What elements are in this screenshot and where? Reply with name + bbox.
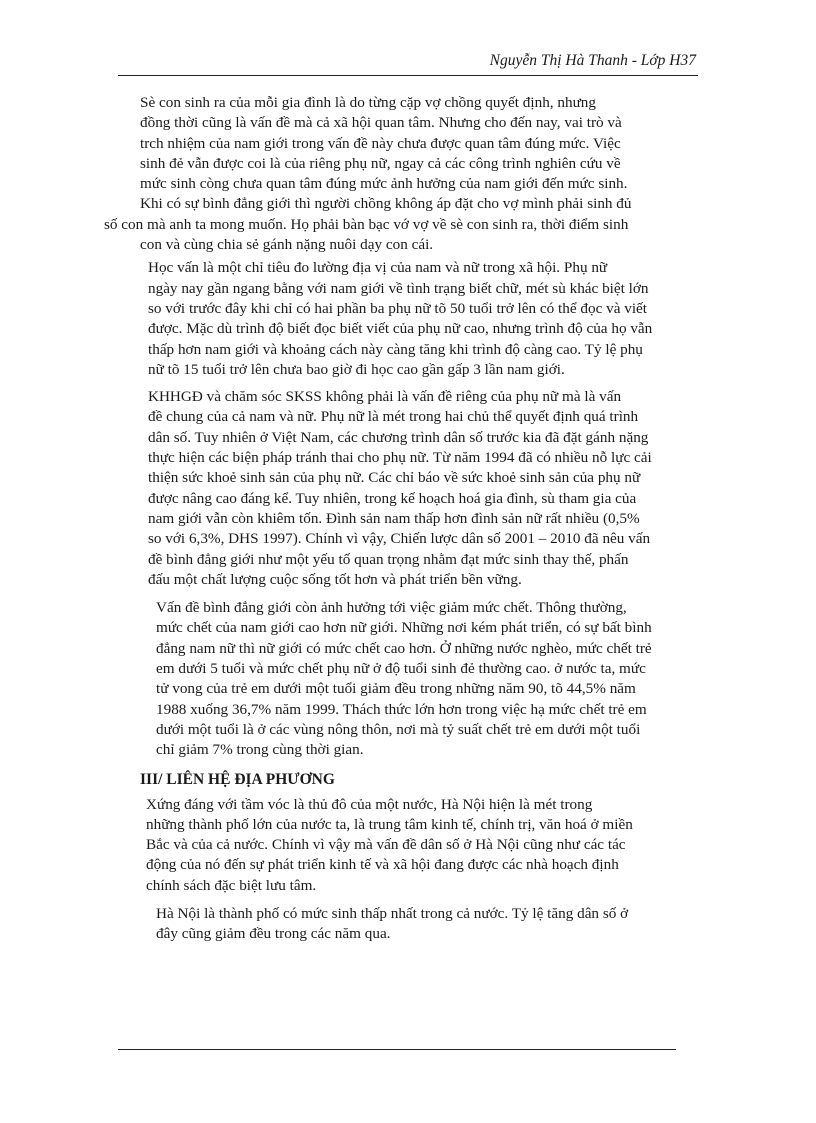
- text-line: dân số. Tuy nhiên ở Việt Nam, các chương trình dân số trước kia đã đặt gánh nặng: [148, 428, 649, 446]
- text-line: thực hiện các biện pháp tránh thai cho phụ nữ. Từ năm 1994 đã có nhiều nỗ lực cải: [148, 449, 652, 467]
- text-line: KHHGĐ và chăm sóc SKSS không phải là vấn đề riêng của phụ nữ mà là vấn: [148, 388, 622, 406]
- text-line: sinh đẻ vẫn được coi là của riêng phụ nữ, ngay cả các công trình nghiên cứu về: [140, 154, 621, 172]
- header-author-class: Nguyễn Thị Hà Thanh - Lớp H37: [489, 52, 696, 69]
- text-line: dưới một tuổi là ở các vùng nông thôn, nơi mà tỷ suất chết trẻ em dưới một tuổi: [156, 720, 641, 738]
- paragraph-family-planning: [118, 387, 698, 590]
- text-line: nữ tõ 15 tuổi trở lên chưa bao giờ đi học cao gần gấp 3 lần nam giới.: [148, 360, 565, 378]
- paragraph-gender-fertility: [104, 93, 698, 255]
- text-line: đề chung của cả nam và nữ. Phụ nữ là mét trong hai chủ thể quyết định quá trình: [148, 408, 639, 426]
- text-line: những thành phố lớn của nước ta, là trung tâm kinh tế, chính trị, văn hoá ở miền: [146, 815, 633, 833]
- text-line: nam giới vẫn còn khiêm tốn. Đình sản nam thấp hơn đình sản nữ rất nhiều (0,5%: [148, 509, 640, 527]
- text-line: tử vong của trẻ em dưới một tuổi giảm đều trong những năm 90, tõ 44,5% năm: [156, 680, 636, 698]
- text-line: đề bình đẳng giới như một yếu tố quan trọng nhằm đạt mức sinh thay thế, phấn: [148, 550, 629, 568]
- text-line: em dưới 5 tuổi và mức chết phụ nữ ở độ tuổi sinh đẻ thường cao. ở nước ta, mức: [156, 660, 646, 678]
- text-line: trch nhiệm của nam giới trong vấn đề này chưa được quan tâm đúng mức. Việc: [140, 134, 621, 152]
- paragraph-hanoi-birthrate: [118, 904, 698, 945]
- text-line: được. Mặc dù trình độ biết đọc biết viết của phụ nữ cao, nhưng trình độ của họ vẫn: [148, 320, 653, 338]
- paragraph-education: [118, 258, 698, 380]
- paragraph-hanoi-intro: [118, 795, 698, 896]
- text-line: động của nó đến sự phát triển kinh tế và xã hội đang được các nhà hoạch định: [146, 856, 619, 874]
- text-line: thiện sức khoẻ sinh sản của phụ nữ. Các chỉ báo về sức khoẻ sinh sản của phụ nữ: [148, 469, 641, 487]
- text-line: đấu một chất lượng cuộc sống tốt hơn và phát triển bền vững.: [148, 570, 522, 588]
- text-line: thấp hơn nam giới và khoảng cách này càng tăng khi trình độ càng cao. Tỷ lệ phụ: [148, 340, 643, 358]
- text-line: so với 6,3%, DHS 1997). Chính vì vậy, Chiến lược dân số 2001 – 2010 đã nêu vấn: [148, 530, 651, 548]
- text-line: đồng thời cũng là vấn đề mà cả xã hội quan tâm. Nhưng cho đến nay, vai trò và: [140, 114, 622, 132]
- text-line: Khi có sự bình đẳng giới thì người chồng không áp đặt cho vợ mình phải sinh đủ: [140, 195, 632, 213]
- text-line: Bắc và của cả nước. Chính vì vậy mà vấn đề dân số ở Hà Nội cũng như các tác: [146, 836, 626, 854]
- text-line: được nâng cao đáng kể. Tuy nhiên, trong kế hoạch hoá gia đình, sù tham gia của: [148, 489, 637, 507]
- footer-divider: [118, 1049, 676, 1050]
- text-line: so với trước đây khi chỉ có hai phần ba phụ nữ tõ 50 tuổi trở lên có thể đọc và viết: [148, 299, 648, 317]
- section-heading: III/ LIÊN HỆ ĐỊA PHƯƠNG: [140, 770, 335, 788]
- text-line: ngày nay gần ngang bằng với nam giới về tình trạng biết chữ, mét sù khác biệt lớn: [148, 279, 649, 297]
- text-line: mức chết của nam giới cao hơn nữ giới. Những nơi kém phát triển, có sự bất bình: [156, 619, 652, 637]
- text-line: chính sách đặc biệt lưu tâm.: [146, 876, 317, 894]
- text-line: Hà Nội là thành phố có mức sinh thấp nhất trong cả nước. Tỷ lệ tăng dân số ở: [156, 904, 629, 922]
- text-line: Học vấn là một chỉ tiêu đo lường địa vị của nam và nữ trong xã hội. Phụ nữ: [148, 259, 608, 277]
- text-line: Vấn đề bình đẳng giới còn ảnh hưởng tới việc giảm mức chết. Thông thường,: [156, 599, 627, 617]
- paragraph-mortality: [118, 598, 698, 760]
- text-line: chỉ giảm 7% trong cùng thời gian.: [156, 741, 364, 759]
- text-line: mức sinh còng chưa quan tâm đúng mức ảnh hưởng của nam giới đến mức sinh.: [140, 175, 628, 193]
- text-line: Xứng đáng với tầm vóc là thủ đô của một nước, Hà Nội hiện là mét trong: [146, 795, 593, 813]
- text-line: đây cũng giảm đều trong các năm qua.: [156, 925, 391, 943]
- text-line: Sè con sinh ra của mỗi gia đình là do từng cặp vợ chồng quyết định, nhưng: [140, 94, 596, 111]
- text-line: con và cùng chia sẻ gánh nặng nuôi dạy con cái.: [140, 236, 434, 254]
- text-line: đẳng nam nữ thì nữ giới có mức chết cao hơn. Ở những nước nghèo, mức chết trẻ: [156, 639, 652, 657]
- page-body: [104, 93, 698, 945]
- text-line: 1988 xuống 36,7% năm 1999. Thách thức lớn hơn trong việc hạ mức chết trẻ em: [156, 700, 647, 718]
- page-header: [118, 48, 698, 76]
- text-line: số con mà anh ta mong muốn. Họ phải bàn bạc vớ vợ về sè con sinh ra, thời điểm sinh: [104, 215, 629, 233]
